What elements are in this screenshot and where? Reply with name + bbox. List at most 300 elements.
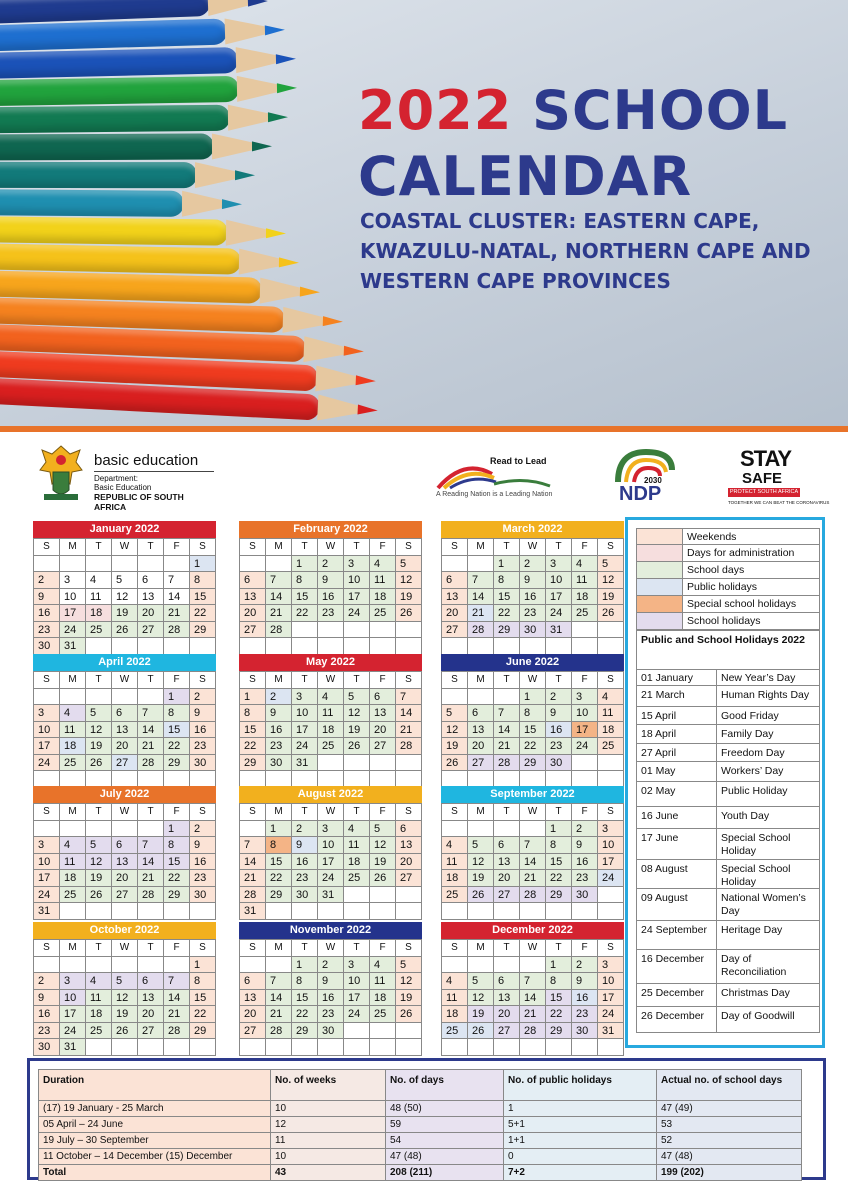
day-cell: 29: [190, 622, 216, 639]
legend-swatch: [637, 579, 683, 595]
month-grid: [33, 803, 216, 920]
day-cell: 11: [598, 705, 624, 722]
empty-cell: [370, 622, 396, 639]
day-cell: 29: [520, 755, 546, 772]
holiday-row: [636, 807, 820, 829]
day-cell: 22: [240, 738, 266, 755]
day-cell: 24: [60, 1023, 86, 1040]
day-cell: 28: [138, 887, 164, 904]
day-cell: 2: [34, 973, 60, 990]
day-cell: 2: [546, 689, 572, 706]
day-cell: 6: [240, 572, 266, 589]
day-cell: 11: [60, 722, 86, 739]
day-cell: 26: [468, 887, 494, 904]
day-cell: 10: [572, 705, 598, 722]
day-cell: 31: [598, 1023, 624, 1040]
day-cell: 21: [396, 722, 422, 739]
weekday-header: W: [520, 672, 546, 689]
empty-cell: [138, 556, 164, 573]
holiday-date: 15 April: [637, 707, 717, 724]
day-cell: 30: [546, 755, 572, 772]
day-cell: 4: [370, 556, 396, 573]
weekday-header: W: [112, 672, 138, 689]
day-cell: 10: [60, 589, 86, 606]
empty-cell: [442, 903, 468, 920]
month-february: [239, 521, 422, 655]
day-cell: 25: [598, 738, 624, 755]
day-cell: 22: [292, 1006, 318, 1023]
day-cell: 26: [442, 755, 468, 772]
day-cell: 1: [190, 556, 216, 573]
table-cell: (17) 19 January - 25 March: [39, 1101, 271, 1117]
day-cell: 26: [370, 870, 396, 887]
day-cell: 19: [468, 1006, 494, 1023]
weekday-header: T: [344, 539, 370, 556]
legend-item: [636, 613, 820, 630]
day-cell: 11: [86, 589, 112, 606]
safe-bar: PROTECT SOUTH AFRICA: [729, 489, 799, 495]
empty-cell: [190, 903, 216, 920]
holiday-row: [636, 762, 820, 782]
month-grid: [239, 671, 422, 788]
day-cell: 21: [138, 738, 164, 755]
day-cell: 3: [60, 572, 86, 589]
day-cell: 31: [60, 1039, 86, 1056]
day-cell: 21: [164, 1006, 190, 1023]
day-cell: 27: [240, 1023, 266, 1040]
weekday-header: W: [318, 672, 344, 689]
day-cell: 30: [34, 1039, 60, 1056]
table-cell: 10: [271, 1149, 386, 1165]
day-cell: 6: [494, 973, 520, 990]
empty-cell: [292, 638, 318, 655]
empty-cell: [572, 755, 598, 772]
day-cell: 29: [240, 755, 266, 772]
day-cell: 18: [442, 870, 468, 887]
day-cell: 3: [318, 821, 344, 838]
holiday-row: [636, 950, 820, 984]
day-cell: 16: [190, 722, 216, 739]
empty-cell: [240, 638, 266, 655]
empty-cell: [598, 1039, 624, 1056]
legend-panel: [625, 517, 825, 1048]
day-cell: 29: [164, 887, 190, 904]
weekday-header: S: [190, 804, 216, 821]
dbe-logo: [36, 444, 216, 512]
holiday-date: 18 April: [637, 725, 717, 743]
day-cell: 23: [572, 870, 598, 887]
day-cell: 18: [60, 870, 86, 887]
empty-cell: [396, 622, 422, 639]
day-cell: 30: [266, 755, 292, 772]
day-cell: 19: [370, 854, 396, 871]
weekday-header: T: [86, 940, 112, 957]
day-cell: 18: [598, 722, 624, 739]
safe-tagline: TOGETHER WE CAN BEAT THE CORONAVIRUS: [728, 500, 830, 505]
day-cell: 24: [344, 1006, 370, 1023]
day-cell: 21: [240, 870, 266, 887]
day-cell: 1: [266, 821, 292, 838]
day-cell: 27: [442, 622, 468, 639]
day-cell: 5: [442, 705, 468, 722]
day-cell: 27: [494, 887, 520, 904]
day-cell: 11: [442, 854, 468, 871]
day-cell: 15: [164, 722, 190, 739]
empty-cell: [520, 821, 546, 838]
weekday-header: M: [468, 539, 494, 556]
weekday-header: S: [396, 940, 422, 957]
day-cell: 11: [442, 990, 468, 1007]
day-cell: 11: [86, 990, 112, 1007]
empty-cell: [468, 821, 494, 838]
day-cell: 20: [468, 738, 494, 755]
holiday-name: Heritage Day: [721, 924, 783, 936]
day-cell: 14: [494, 722, 520, 739]
month-header: April 2022: [33, 654, 216, 671]
day-cell: 14: [138, 722, 164, 739]
month-grid: [441, 939, 624, 1056]
stay-safe-logo: [726, 446, 830, 508]
day-cell: 4: [86, 572, 112, 589]
weekday-header: S: [598, 539, 624, 556]
month-december: [441, 922, 624, 1056]
legend-swatch: [637, 562, 683, 578]
day-cell: 15: [164, 854, 190, 871]
dbe-divider: [94, 471, 214, 472]
day-cell: 25: [370, 1006, 396, 1023]
day-cell: 26: [396, 605, 422, 622]
day-cell: 8: [240, 705, 266, 722]
day-cell: 8: [520, 705, 546, 722]
day-cell: 15: [546, 990, 572, 1007]
holiday-row: [636, 889, 820, 921]
day-cell: 25: [60, 887, 86, 904]
weekday-header: S: [34, 804, 60, 821]
table-cell: 59: [386, 1117, 504, 1133]
day-cell: 2: [318, 556, 344, 573]
day-cell: 1: [292, 556, 318, 573]
day-cell: 2: [34, 572, 60, 589]
holiday-date: 01 May: [637, 762, 717, 781]
weekday-header: F: [370, 940, 396, 957]
day-cell: 19: [86, 738, 112, 755]
day-cell: 5: [344, 689, 370, 706]
weekday-header: T: [344, 672, 370, 689]
day-cell: 8: [190, 973, 216, 990]
day-cell: 11: [370, 572, 396, 589]
day-cell: 16: [572, 990, 598, 1007]
weekday-header: S: [442, 940, 468, 957]
day-cell: 23: [292, 870, 318, 887]
empty-cell: [112, 638, 138, 655]
day-cell: 1: [190, 957, 216, 974]
weekday-header: F: [164, 672, 190, 689]
day-cell: 25: [442, 887, 468, 904]
day-cell: 14: [138, 854, 164, 871]
table-row: [39, 1149, 802, 1165]
empty-cell: [292, 622, 318, 639]
day-cell: 28: [266, 1023, 292, 1040]
day-cell: 20: [240, 1006, 266, 1023]
day-cell: 8: [494, 572, 520, 589]
day-cell: 25: [60, 755, 86, 772]
weekday-header: T: [344, 804, 370, 821]
weekday-header: T: [494, 672, 520, 689]
day-cell: 5: [86, 705, 112, 722]
weekday-header: W: [318, 940, 344, 957]
empty-cell: [344, 755, 370, 772]
holiday-name: Freedom Day: [721, 747, 785, 759]
day-cell: 13: [138, 990, 164, 1007]
day-cell: 12: [396, 973, 422, 990]
day-cell: 23: [546, 738, 572, 755]
day-cell: 26: [344, 738, 370, 755]
holiday-date: 02 May: [637, 782, 717, 806]
empty-cell: [396, 1039, 422, 1056]
empty-cell: [318, 903, 344, 920]
empty-cell: [468, 1039, 494, 1056]
title-year: 2022: [358, 79, 513, 142]
day-cell: 28: [138, 755, 164, 772]
day-cell: 19: [442, 738, 468, 755]
month-september: [441, 786, 624, 920]
day-cell: 25: [86, 1023, 112, 1040]
holiday-date: 25 December: [637, 984, 717, 1006]
weekday-header: T: [546, 804, 572, 821]
day-cell: 7: [494, 705, 520, 722]
day-cell: 5: [468, 973, 494, 990]
day-cell: 30: [318, 1023, 344, 1040]
day-cell: 13: [396, 837, 422, 854]
day-cell: 30: [572, 1023, 598, 1040]
empty-cell: [60, 821, 86, 838]
day-cell: 19: [112, 1006, 138, 1023]
weekday-header: T: [494, 940, 520, 957]
day-cell: 7: [138, 837, 164, 854]
table-cell: 52: [657, 1133, 802, 1149]
day-cell: 12: [86, 854, 112, 871]
col-header: No. of public holidays: [504, 1070, 657, 1101]
day-cell: 25: [344, 870, 370, 887]
weekday-header: S: [240, 940, 266, 957]
day-cell: 31: [240, 903, 266, 920]
weekday-header: F: [572, 940, 598, 957]
pencil-shape: [0, 189, 184, 217]
day-cell: 22: [164, 738, 190, 755]
weekday-header: W: [520, 539, 546, 556]
legend-label: Days for administration: [687, 547, 795, 559]
weekday-header: W: [112, 940, 138, 957]
day-cell: 30: [572, 887, 598, 904]
day-cell: 13: [240, 589, 266, 606]
day-cell: 9: [318, 973, 344, 990]
day-cell: 24: [34, 755, 60, 772]
holiday-name: Day of Goodwill: [721, 1010, 795, 1022]
day-cell: 30: [190, 887, 216, 904]
empty-cell: [34, 556, 60, 573]
empty-cell: [442, 957, 468, 974]
holiday-row: [636, 829, 820, 860]
empty-cell: [86, 556, 112, 573]
empty-cell: [442, 556, 468, 573]
pencil-shape: [0, 76, 239, 106]
month-grid: [33, 538, 216, 655]
empty-cell: [266, 957, 292, 974]
legend-swatch: [637, 596, 683, 612]
empty-cell: [112, 903, 138, 920]
day-cell: 8: [292, 973, 318, 990]
day-cell: 23: [520, 605, 546, 622]
day-cell: 7: [138, 705, 164, 722]
weekday-header: S: [598, 672, 624, 689]
day-cell: 25: [442, 1023, 468, 1040]
day-cell: 24: [598, 1006, 624, 1023]
day-cell: 29: [190, 1023, 216, 1040]
day-cell: 15: [266, 854, 292, 871]
summary-table: [38, 1069, 802, 1181]
empty-cell: [572, 1039, 598, 1056]
weekday-header: S: [442, 539, 468, 556]
empty-cell: [442, 1039, 468, 1056]
weekday-header: T: [292, 539, 318, 556]
month-january: [33, 521, 216, 655]
day-cell: 8: [546, 837, 572, 854]
weekday-header: F: [370, 672, 396, 689]
weekday-header: T: [86, 804, 112, 821]
day-cell: 5: [370, 821, 396, 838]
empty-cell: [190, 638, 216, 655]
weekday-header: W: [112, 804, 138, 821]
day-cell: 15: [190, 990, 216, 1007]
day-cell: 28: [266, 622, 292, 639]
day-cell: 20: [240, 605, 266, 622]
table-cell: Total: [39, 1165, 271, 1181]
dbe-name: basic education: [94, 452, 199, 469]
day-cell: 26: [396, 1006, 422, 1023]
empty-cell: [572, 638, 598, 655]
month-grid: [239, 939, 422, 1056]
day-cell: 4: [86, 973, 112, 990]
weekday-header: F: [164, 539, 190, 556]
day-cell: 3: [546, 556, 572, 573]
day-cell: 9: [572, 973, 598, 990]
day-cell: 18: [344, 854, 370, 871]
empty-cell: [318, 638, 344, 655]
holiday-date: 01 January: [637, 669, 717, 685]
weekday-header: M: [266, 804, 292, 821]
month-august: [239, 786, 422, 920]
day-cell: 27: [494, 1023, 520, 1040]
empty-cell: [370, 1039, 396, 1056]
day-cell: 6: [112, 837, 138, 854]
empty-cell: [86, 1039, 112, 1056]
legend-label: Weekends: [687, 531, 737, 543]
empty-cell: [138, 957, 164, 974]
day-cell: 2: [572, 821, 598, 838]
day-cell: 12: [442, 722, 468, 739]
day-cell: 17: [344, 589, 370, 606]
day-cell: 5: [86, 837, 112, 854]
pencil-shape: [0, 18, 227, 51]
weekday-header: S: [598, 804, 624, 821]
weekday-header: M: [60, 940, 86, 957]
holiday-date: 27 April: [637, 744, 717, 761]
weekday-header: S: [190, 940, 216, 957]
empty-cell: [494, 957, 520, 974]
empty-cell: [164, 903, 190, 920]
weekday-header: S: [240, 672, 266, 689]
day-cell: 22: [546, 1006, 572, 1023]
empty-cell: [370, 903, 396, 920]
empty-cell: [494, 689, 520, 706]
empty-cell: [112, 957, 138, 974]
day-cell: 1: [164, 689, 190, 706]
day-cell: 5: [468, 837, 494, 854]
day-cell: 9: [190, 705, 216, 722]
day-cell: 16: [190, 854, 216, 871]
day-cell: 1: [164, 821, 190, 838]
day-cell: 30: [34, 638, 60, 655]
day-cell: 29: [546, 887, 572, 904]
day-cell: 19: [396, 990, 422, 1007]
month-header: November 2022: [239, 922, 422, 939]
day-cell: 22: [164, 870, 190, 887]
month-header: September 2022: [441, 786, 624, 803]
empty-cell: [34, 689, 60, 706]
empty-cell: [572, 622, 598, 639]
day-cell: 15: [292, 589, 318, 606]
day-cell: 2: [318, 957, 344, 974]
day-cell: 18: [370, 990, 396, 1007]
day-cell: 12: [344, 705, 370, 722]
empty-cell: [318, 1039, 344, 1056]
dbe-country: REPUBLIC OF SOUTH AFRICA: [94, 492, 184, 512]
holiday-name: Public Holiday: [721, 785, 788, 797]
legend-swatch: [637, 613, 683, 629]
day-cell: 4: [318, 689, 344, 706]
month-april: [33, 654, 216, 788]
day-cell: 6: [240, 973, 266, 990]
holiday-date: 08 August: [637, 860, 717, 888]
day-cell: 13: [370, 705, 396, 722]
day-cell: 27: [396, 870, 422, 887]
page-subtitle: COASTAL CLUSTER: EASTERN CAPE, KWAZULU-NATAL, NORTHERN CAPE AND WESTERN CAPE PROVINCES: [360, 209, 811, 293]
day-cell: 21: [520, 870, 546, 887]
day-cell: 11: [318, 705, 344, 722]
day-cell: 18: [370, 589, 396, 606]
stay-text: STAY: [740, 446, 792, 471]
day-cell: 16: [572, 854, 598, 871]
day-cell: 10: [344, 973, 370, 990]
divider-bar: [0, 426, 848, 432]
holiday-row: [636, 686, 820, 707]
day-cell: 21: [494, 738, 520, 755]
empty-cell: [468, 556, 494, 573]
weekday-header: S: [34, 539, 60, 556]
holidays-title: Public and School Holidays 2022: [636, 630, 820, 670]
coat-of-arms-icon: [36, 444, 86, 502]
day-cell: 12: [86, 722, 112, 739]
table-cell: 7+2: [504, 1165, 657, 1181]
col-header: No. of days: [386, 1070, 504, 1101]
empty-cell: [442, 638, 468, 655]
empty-cell: [572, 903, 598, 920]
empty-cell: [396, 638, 422, 655]
empty-cell: [190, 1039, 216, 1056]
empty-cell: [112, 821, 138, 838]
day-cell: 22: [266, 870, 292, 887]
empty-cell: [164, 556, 190, 573]
